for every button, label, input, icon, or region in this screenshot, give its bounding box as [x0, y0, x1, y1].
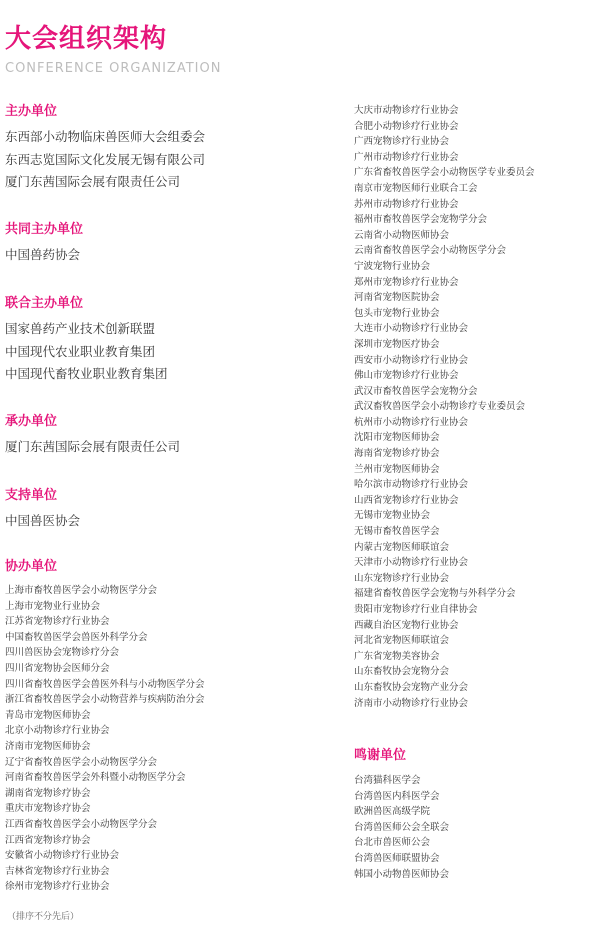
- list-item: 云南省小动物医师协会: [354, 229, 450, 241]
- host-list: [5, 126, 205, 194]
- list-item: 江苏省宠物诊疗行业协会: [5, 616, 110, 628]
- list-item: 韩国小动物兽医师协会: [354, 868, 450, 880]
- list-item: 浙江省畜牧兽医学会小动物营养与疾病防治分会: [5, 694, 205, 706]
- list-item: 中国畜牧兽医学会兽医外科学分会: [5, 631, 148, 643]
- list-item: 台湾兽医内科医学会: [354, 790, 440, 802]
- heading-host: 主办单位: [5, 104, 58, 119]
- list-item: 内蒙古宠物医师联谊会: [354, 541, 450, 553]
- co-organizer-list-left: [5, 583, 205, 895]
- list-item: 山东宠物诊疗行业协会: [354, 572, 450, 584]
- list-item: 山东畜牧协会宠物产业分会: [354, 681, 469, 693]
- list-item: 哈尔滨市动物诊疗行业协会: [354, 479, 469, 491]
- list-item: 广东省宠物美容协会: [354, 650, 440, 662]
- list-item: 杭州市小动物诊疗行业协会: [354, 416, 469, 428]
- list-item: 包头市宠物行业协会: [354, 307, 440, 319]
- list-item: 宁波宠物行业协会: [354, 260, 431, 272]
- list-item: 济南市小动物诊疗行业协会: [354, 697, 469, 709]
- list-item: 重庆市宠物诊疗协会: [5, 803, 91, 815]
- heading-supporter: 支持单位: [5, 488, 58, 503]
- list-item: 无锡市畜牧兽医学会: [354, 526, 440, 538]
- list-item: 四川兽医协会宠物诊疗分会: [5, 647, 120, 659]
- list-item: 台湾兽医师公会全联会: [354, 821, 450, 833]
- list-item: 大连市小动物诊疗行业协会: [354, 323, 469, 335]
- list-item: 厦门东茜国际会展有限责任公司: [5, 439, 181, 454]
- list-item: 东西志览国际文化发展无锡有限公司: [5, 151, 206, 167]
- list-item: 佛山市宠物诊疗行业协会: [354, 370, 459, 382]
- list-item: 四川省畜牧兽医学会兽医外科与小动物医学分会: [5, 678, 205, 690]
- list-item: 河南省畜牧兽医学会外科暨小动物医学分会: [5, 772, 186, 784]
- list-item: 郑州市宠物诊疗行业协会: [354, 276, 459, 288]
- list-item: 海南省宠物诊疗协会: [354, 448, 440, 460]
- list-item: 西藏自治区宠物行业协会: [354, 619, 459, 631]
- list-item: 中国现代农业职业教育集团: [5, 343, 156, 359]
- list-item: 福建省畜牧兽医学会宠物与外科学分会: [354, 588, 516, 600]
- joint-host-list: [5, 318, 168, 386]
- list-item: 山东畜牧协会宠物分会: [354, 666, 450, 678]
- list-item: 福州市畜牧兽医学会宠物学分会: [354, 214, 488, 226]
- heading-thanks: 鸣谢单位: [354, 748, 407, 763]
- organizer-list: [5, 436, 180, 459]
- list-item: 徐州市宠物诊疗行业协会: [5, 881, 110, 893]
- list-item: 东西部小动物临床兽医师大会组委会: [5, 129, 206, 144]
- list-item: 台湾兽医师联盟协会: [354, 852, 440, 864]
- list-item: 广东省畜牧兽医学会小动物医学专业委员会: [354, 167, 535, 179]
- heading-organizer: 承办单位: [5, 414, 58, 429]
- footnote: （排序不分先后）: [7, 912, 80, 922]
- list-item: 武汉市畜牧兽医学会宠物分会: [354, 385, 478, 397]
- list-item: 济南市宠物医师协会: [5, 740, 91, 752]
- list-item: 青岛市宠物医师协会: [5, 709, 91, 721]
- page-title: 大会组织架构: [5, 24, 168, 54]
- list-item: 贵阳市宠物诊疗行业自律协会: [354, 604, 478, 615]
- list-item: 台北市兽医师公会: [354, 837, 431, 849]
- list-item: 中国现代畜牧业职业教育集团: [5, 366, 168, 381]
- co-host-list: [5, 244, 80, 267]
- list-item: 湖南省宠物诊疗协会: [5, 787, 91, 799]
- list-item: 中国兽药协会: [5, 247, 81, 262]
- list-item: 合肥小动物诊疗行业协会: [354, 120, 459, 132]
- list-item: 山西省宠物诊疗行业协会: [354, 494, 459, 506]
- page-subtitle: CONFERENCE ORGANIZATION: [5, 61, 222, 76]
- list-item: 辽宁省畜牧兽医学会小动物医学分会: [5, 756, 158, 768]
- list-item: 南京市宠物医师行业联合工会: [354, 182, 478, 194]
- list-item: 广西宠物诊疗行业协会: [354, 136, 450, 148]
- list-item: 国家兽药产业技术创新联盟: [5, 321, 156, 336]
- list-item: 云南省畜牧兽医学会小动物医学分会: [354, 245, 507, 257]
- list-item: 大庆市动物诊疗行业协会: [354, 105, 459, 116]
- list-item: 江西省畜牧兽医学会小动物医学分会: [5, 818, 158, 830]
- list-item: 台湾猫科医学会: [354, 775, 421, 786]
- list-item: 北京小动物诊疗行业协会: [5, 725, 110, 737]
- list-item: 苏州市动物诊疗行业协会: [354, 198, 459, 210]
- list-item: 河北省宠物医师联谊会: [354, 635, 450, 647]
- list-item: 厦门东茜国际会展有限责任公司: [5, 174, 181, 189]
- co-organizer-list-right: [354, 103, 535, 711]
- list-item: 天津市小动物诊疗行业协会: [354, 557, 469, 569]
- supporter-list: [5, 510, 80, 533]
- list-item: 武汉畜牧兽医学会小动物诊疗专业委员会: [354, 401, 526, 413]
- list-item: 河南省宠物医院协会: [354, 292, 440, 304]
- list-item: 上海市宠物业行业协会: [5, 600, 101, 612]
- list-item: 欧洲兽医高级学院: [354, 806, 431, 818]
- list-item: 无锡市宠物业协会: [354, 510, 431, 522]
- heading-joint-host: 联合主办单位: [5, 296, 84, 311]
- list-item: 深圳市宠物医疗协会: [354, 338, 440, 350]
- list-item: 安徽省小动物诊疗行业协会: [5, 850, 120, 862]
- thanks-list: [354, 773, 449, 882]
- heading-co-organizer: 协办单位: [5, 559, 58, 574]
- list-item: 江西省宠物诊疗协会: [5, 834, 91, 846]
- list-item: 四川省宠物协会医师分会: [5, 662, 110, 674]
- heading-co-host: 共同主办单位: [5, 222, 84, 237]
- list-item: 沈阳市宠物医师协会: [354, 432, 440, 444]
- list-item: 广州市动物诊疗行业协会: [354, 151, 459, 163]
- list-item: 西安市小动物诊疗行业协会: [354, 354, 469, 366]
- list-item: 吉林省宠物诊疗行业协会: [5, 865, 110, 877]
- list-item: 上海市畜牧兽医学会小动物医学分会: [5, 585, 158, 596]
- list-item: 中国兽医协会: [5, 513, 81, 528]
- list-item: 兰州市宠物医师协会: [354, 463, 440, 475]
